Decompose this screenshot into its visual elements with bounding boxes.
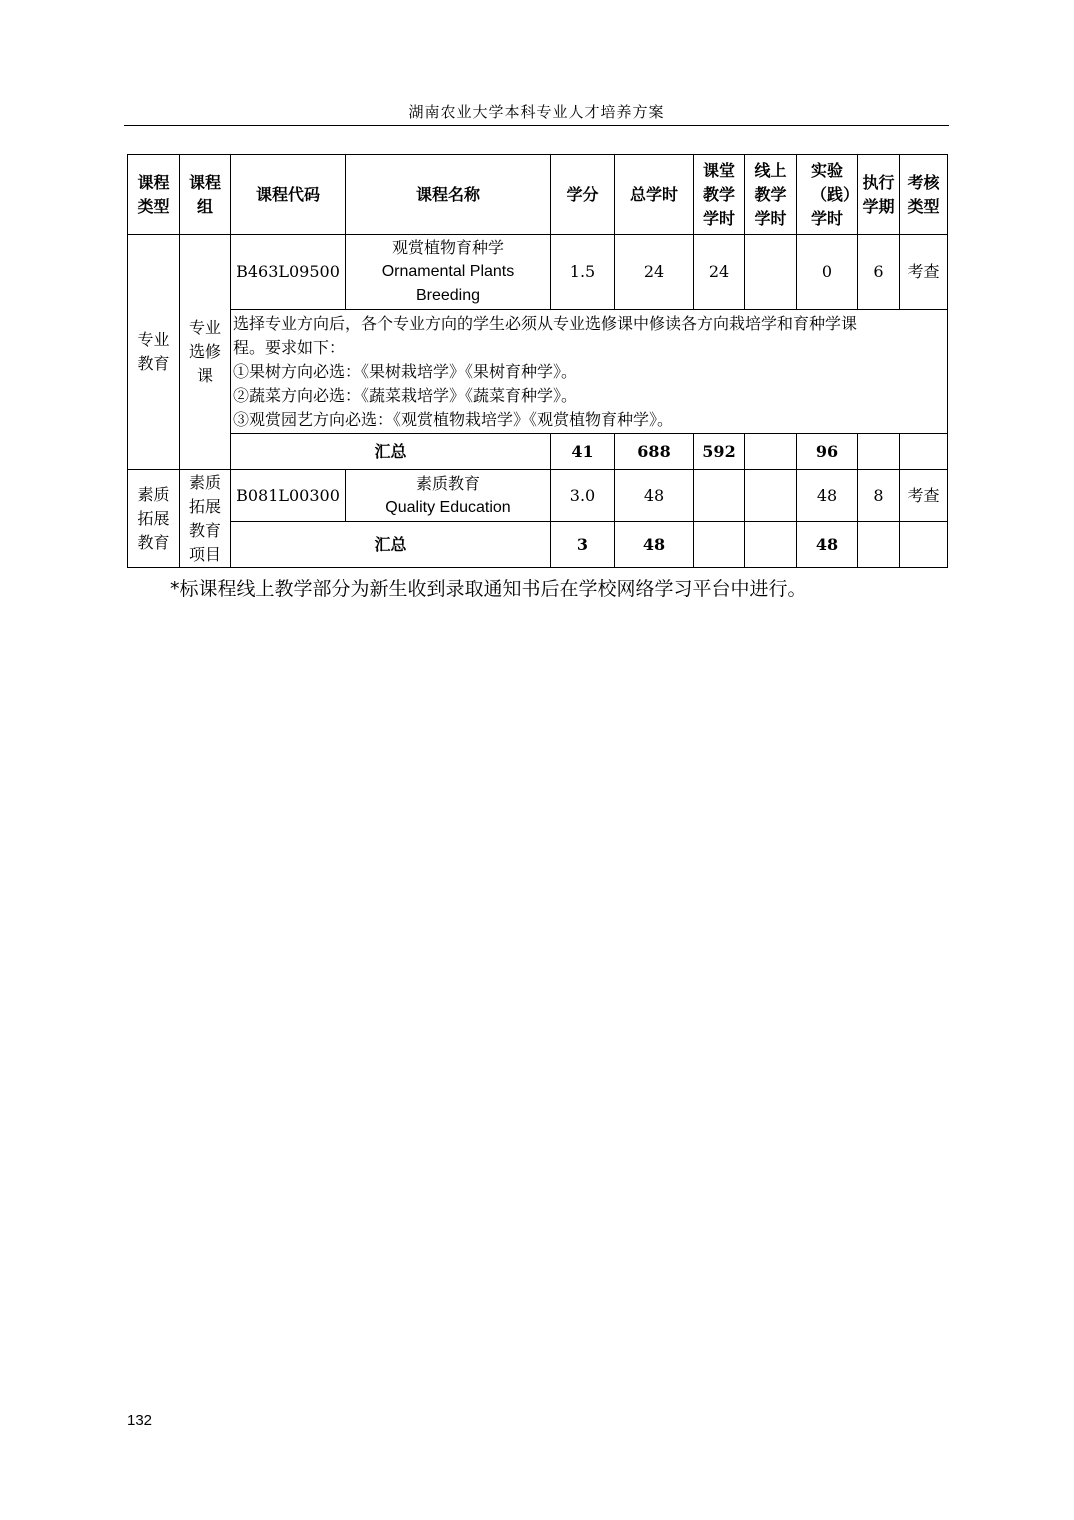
semester: 6: [858, 235, 900, 310]
course-name-en: Quality Education: [385, 498, 511, 516]
course-code: B463L09500: [231, 235, 346, 310]
summary-semester: [858, 522, 900, 568]
classroom-hours: 24: [694, 235, 745, 310]
summary-assessment: [900, 434, 948, 470]
note-line: ①果树方向必选：《果树栽培学》《果树育种学》。: [233, 361, 578, 381]
summary-online-hours: [745, 522, 797, 568]
course-name-cn: 观赏植物育种学: [391, 238, 504, 257]
credits: 1.5: [551, 235, 615, 310]
section2-type: 素质拓展教育: [128, 470, 180, 568]
header-credits: 学分: [551, 155, 615, 235]
assessment-type: 考查: [900, 235, 948, 310]
header-lab-hours: 实验（践）学时: [797, 155, 858, 235]
summary-lab-hours: 48: [797, 522, 858, 568]
note-line: 选择专业方向后，各个专业方向的学生必须从专业选修课中修读各方向栽培学和育种学课: [233, 313, 858, 333]
table-row: [128, 470, 948, 522]
section1-type: 专业教育: [128, 235, 180, 470]
table-row: [128, 235, 948, 310]
section1-group: 专业选修课: [180, 235, 231, 470]
course-name-en: Ornamental Plants Breeding: [381, 263, 515, 304]
summary-row: [128, 434, 948, 470]
summary-total-hours: 48: [615, 522, 694, 568]
summary-credits: 3: [551, 522, 615, 568]
online-hours: [745, 470, 797, 522]
assessment-type: 考查: [900, 470, 948, 522]
note-row: [128, 310, 948, 434]
header-course-code: 课程代码: [231, 155, 346, 235]
summary-assessment: [900, 522, 948, 568]
summary-label: 汇总: [231, 434, 551, 470]
summary-classroom-hours: 592: [694, 434, 745, 470]
note-line: 程。要求如下：: [233, 337, 346, 357]
summary-row: [128, 522, 948, 568]
total-hours: 24: [615, 235, 694, 310]
header-semester: 执行学期: [858, 155, 900, 235]
summary-semester: [858, 434, 900, 470]
section2-group: 素质拓展教育项目: [180, 470, 231, 568]
lab-hours: 48: [797, 470, 858, 522]
elective-requirements-note: [231, 310, 948, 434]
credits: 3.0: [551, 470, 615, 522]
header-online-hours: 线上教学学时: [745, 155, 797, 235]
header-course-type: 课程类型: [128, 155, 180, 235]
semester: 8: [858, 470, 900, 522]
note-line: ②蔬菜方向必选：《蔬菜栽培学》《蔬菜育种学》。: [233, 385, 578, 405]
total-hours: 48: [615, 470, 694, 522]
header-course-name: 课程名称: [346, 155, 551, 235]
online-hours: [745, 235, 797, 310]
course-code: B081L00300: [231, 470, 346, 522]
summary-lab-hours: 96: [797, 434, 858, 470]
header-classroom-hours: 课堂教学学时: [694, 155, 745, 235]
note-line: ③观赏园艺方向必选：《观赏植物栽培学》《观赏植物育种学》。: [233, 409, 674, 429]
course-name: [346, 235, 551, 310]
summary-label: 汇总: [231, 522, 551, 568]
classroom-hours: [694, 470, 745, 522]
lab-hours: 0: [797, 235, 858, 310]
summary-total-hours: 688: [615, 434, 694, 470]
page-number: 132: [127, 1412, 153, 1429]
header-total-hours: 总学时: [615, 155, 694, 235]
header-row: [128, 155, 948, 235]
header-course-group: 课程组: [180, 155, 231, 235]
summary-credits: 41: [551, 434, 615, 470]
footnote: *标课程线上教学部分为新生收到录取通知书后在学校网络学习平台中进行。: [170, 578, 807, 600]
summary-online-hours: [745, 434, 797, 470]
summary-classroom-hours: [694, 522, 745, 568]
header-rule: [124, 125, 949, 126]
course-name: [346, 470, 551, 522]
header-assessment: 考核类型: [900, 155, 948, 235]
running-header: 湖南农业大学本科专业人才培养方案: [408, 103, 665, 121]
course-table: [127, 154, 948, 568]
course-name-cn: 素质教育: [415, 473, 480, 493]
